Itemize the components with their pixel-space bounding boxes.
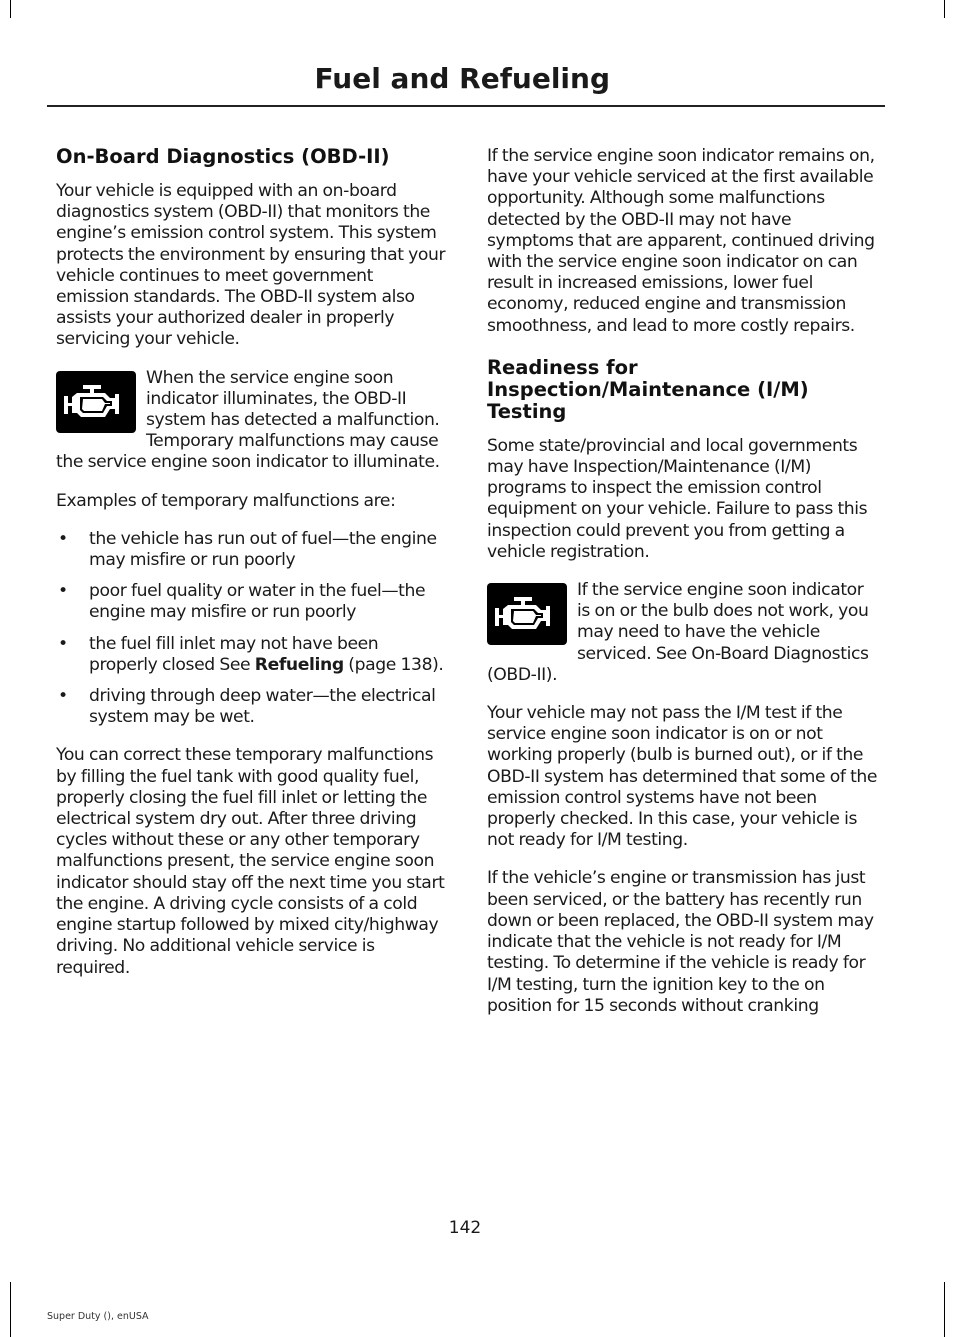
refueling-link[interactable]: Refueling xyxy=(254,654,344,675)
check-engine-icon xyxy=(487,583,567,645)
header-rule xyxy=(47,105,885,107)
list-item: • the vehicle has run out of fuel—the engine may misfire or run poorly xyxy=(56,529,448,571)
paragraph-indicator: When the service engine soon indicator illuminates, the OBD-II system has detected a malfunction. Temporary malfunctions may cause the service engine soon indicator to illuminate. xyxy=(56,367,440,473)
list-item: • driving through deep water—the electrical system may be wet. xyxy=(56,686,448,728)
crop-mark xyxy=(10,0,11,18)
paragraph-closing: You can correct these temporary malfunctions by filling the fuel tank with good quality fuel, properly closing the fuel fill inlet or letting the electrical system dry out. After three driving cycles without these or any other temporary malfunctions present, the service engine soon indicator should stay off the next time you start the engine. A driving cycle consists of a cold engine startup followed by mixed city/highway driving. No additional vehicle service is required. xyxy=(56,745,445,978)
left-column xyxy=(56,146,448,996)
right-column xyxy=(487,146,879,1034)
paragraph-intro: Your vehicle is equipped with an on-board diagnostics system (OBD-II) that monitors the engine’s emission control system. This system protects the environment by ensuring that your vehicle continues to meet government emission standards. The OBD-II system also assists your authorized dealer in properly servicing your vehicle. xyxy=(56,181,446,350)
list-item xyxy=(56,634,448,676)
malfunction-list xyxy=(56,529,448,729)
list-item-text: the fuel fill inlet may not have been properly closed See xyxy=(89,633,379,675)
check-engine-icon-graphic xyxy=(63,382,129,422)
paragraph-indicator-on: If the service engine soon indicator is on or the bulb does not work, you may need to have the vehicle serviced. See On-Board Diagnostics (OBD-II). xyxy=(487,580,869,685)
check-engine-icon-graphic xyxy=(494,594,560,634)
page-number: 142 xyxy=(448,1218,482,1238)
paragraph-service-soon: If the service engine soon indicator remains on, have your vehicle serviced at the first available opportunity. Although some malfunctions detected by the OBD-II may not have symptoms that are apparent, continued driving with the service engine soon indicator on can result in increased emissions, lower fuel economy, reduced engine and transmission smoothness, and lead to more costly repairs. xyxy=(487,146,875,336)
section-heading-readiness: Readiness for Inspection/Maintenance (I/M) Testing xyxy=(487,355,809,423)
paragraph-examples-intro: Examples of temporary malfunctions are: xyxy=(56,490,396,511)
list-item: • poor fuel quality or water in the fuel—the engine may misfire or run poorly xyxy=(56,581,448,623)
paragraph-im-test: Your vehicle may not pass the I/M test if the service engine soon indicator is on or not working properly (bulb is burned out), or if the OBD-II system has determined that some of the emission control systems have not been properly checked. In this case, your vehicle is not ready for I/M testing. xyxy=(487,703,878,851)
crop-mark xyxy=(944,1282,945,1337)
paragraph-readiness-check: If the vehicle’s engine or transmission has just been serviced, or the battery has recently run down or been replaced, the OBD-II system may indicate that the vehicle is not ready for I/M testing. To determine if the vehicle is ready for I/M testing, turn the ignition key to the on position for 15 seconds without cranking xyxy=(487,868,874,1016)
paragraph-im-programs: Some state/provincial and local governments may have Inspection/Maintenance (I/M) programs to inspect the emission control equipment on your vehicle. Failure to pass this inspection could prevent you from getting a vehicle registration. xyxy=(487,435,868,562)
list-item-page-ref: (page 138). xyxy=(343,654,444,675)
crop-mark xyxy=(944,0,945,18)
footer-text: Super Duty (), enUSA xyxy=(47,1311,149,1322)
icon-paragraph xyxy=(487,580,879,686)
section-heading-obd: On-Board Diagnostics (OBD-II) xyxy=(56,145,390,168)
check-engine-icon xyxy=(56,371,136,433)
page-header-title: Fuel and Refueling xyxy=(314,62,610,95)
crop-mark xyxy=(10,1282,11,1337)
icon-paragraph xyxy=(56,368,448,474)
